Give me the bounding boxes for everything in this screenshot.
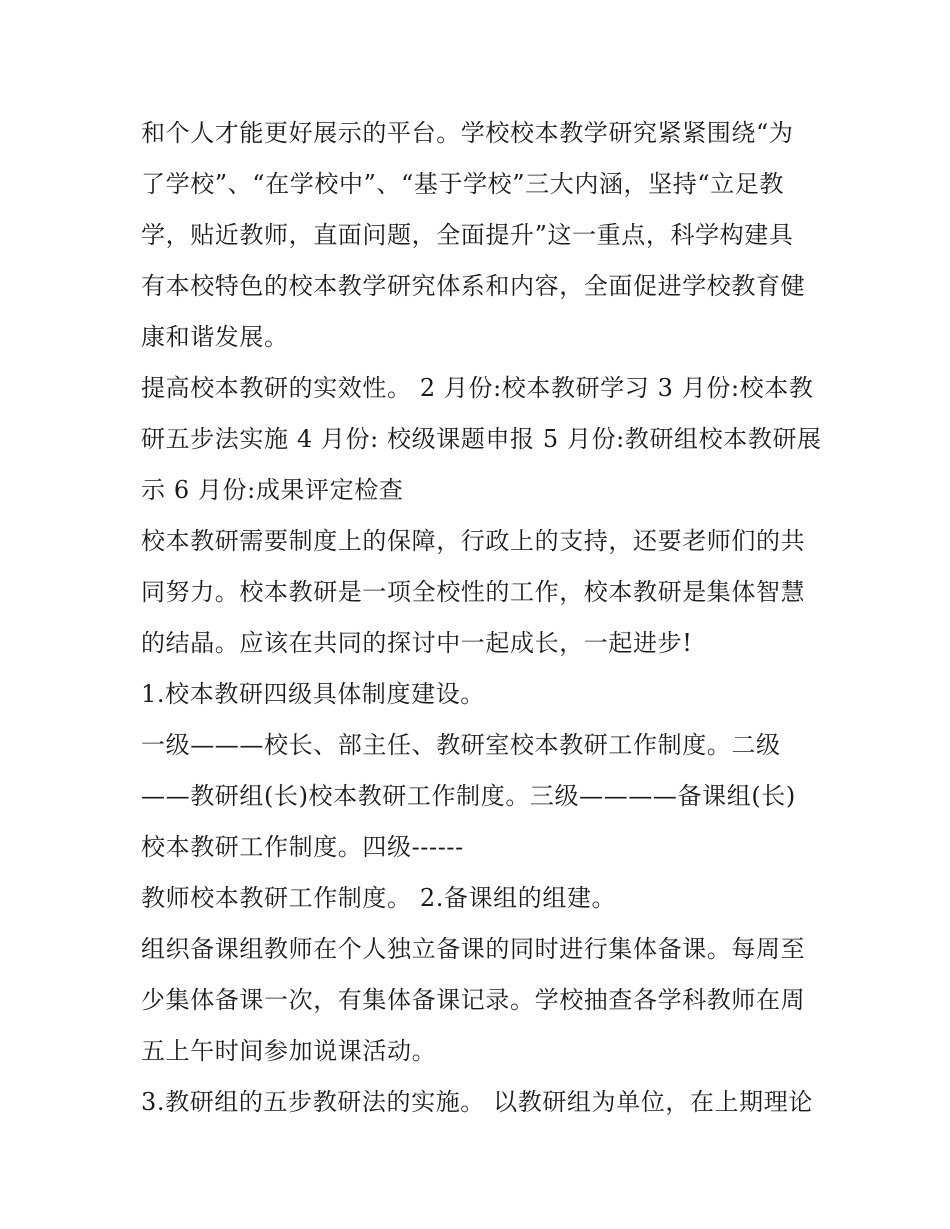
- text-line: ——教研组(长)校本教研工作制度。三级————备课组(长): [141, 782, 796, 810]
- text-line: 研五步法实施 4 月份: 校级课题申报 5 月份:教研组校本教研展: [141, 425, 822, 453]
- text-line: 校本教研需要制度上的保障，行政上的支持，还要老师们的共: [141, 527, 806, 555]
- text-line: 的结晶。应该在共同的探讨中一起成长，一起进步!: [141, 629, 693, 657]
- text-line: 康和谐发展。: [141, 323, 289, 351]
- text-line: 同努力。校本教研是一项全校性的工作，校本教研是集体智慧: [141, 578, 806, 606]
- text-line: 有本校特色的校本教学研究体系和内容，全面促进学校教育健: [141, 272, 806, 300]
- document-body: [141, 108, 831, 1128]
- text-line: 教师校本教研工作制度。 2.备课组的组建。: [141, 884, 617, 912]
- text-line: 校本教研工作制度。四级------: [141, 833, 464, 861]
- text-line: 提高校本教研的实效性。 2 月份:校本教研学习 3 月份:校本教: [141, 374, 814, 402]
- text-line: 学，贴近教师，直面问题，全面提升”这一重点，科学构建具: [141, 221, 794, 249]
- section-heading: 1.校本教研四级具体制度建设。: [141, 680, 485, 708]
- text-line: 和个人才能更好展示的平台。学校校本教学研究紧紧围绕“为: [141, 119, 794, 147]
- text-line: 组织备课组教师在个人独立备课的同时进行集体备课。每周至: [141, 935, 806, 963]
- text-line: 少集体备课一次，有集体备课记录。学校抽查各学科教师在周: [141, 986, 806, 1014]
- text-line: 了学校”、“在学校中”、“基于学校”三大内涵，坚持“立足教: [141, 170, 785, 198]
- text-line: 五上午时间参加说课活动。: [141, 1037, 437, 1065]
- section-heading: 3.教研组的五步教研法的实施。 以教研组为单位，在上期理论: [141, 1088, 813, 1116]
- text-line: 示 6 月份:成果评定检查: [141, 476, 404, 504]
- text-line: 一级———校长、部主任、教研室校本教研工作制度。二级: [141, 731, 781, 759]
